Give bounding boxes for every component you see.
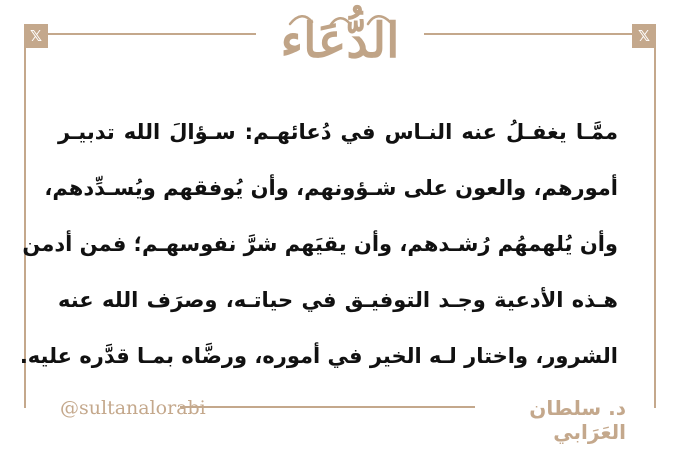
body-line: الشرور، واختار لـه الخير في أموره، ورضَّاه بمـا قدَّره عليه. xyxy=(19,344,618,368)
social-handle: @sultanalorabi xyxy=(60,397,206,419)
body-text xyxy=(19,104,618,384)
author-name: د. سلطان العَرَابي xyxy=(529,396,626,444)
body-line: وأن يُلهمهُم رُشـدهم، وأن يقيَهم شرَّ نفوسهـم؛ فمن أدمن xyxy=(22,232,618,256)
body-line: ممَّـا يغفـلُ عنه النـاس في دُعائهـم: سـؤالَ الله تدبيـر xyxy=(58,120,618,144)
frame-top-right xyxy=(424,33,656,35)
x-logo-icon: 𝕏 xyxy=(632,24,656,48)
page-title: الدُّعَاء xyxy=(280,13,400,69)
frame-right-edge xyxy=(654,33,656,408)
frame-top-left xyxy=(24,33,256,35)
body-line: هـذه الأدعية وجـد التوفيـق في حياتـه، وصرَف الله عنه xyxy=(58,288,618,312)
body-line: أمورهم، والعون على شـؤونهم، وأن يُوفقهم ويُسـدِّدهم، xyxy=(44,176,618,200)
x-logo-icon: 𝕏 xyxy=(24,24,48,48)
frame-bottom-edge xyxy=(180,406,475,408)
